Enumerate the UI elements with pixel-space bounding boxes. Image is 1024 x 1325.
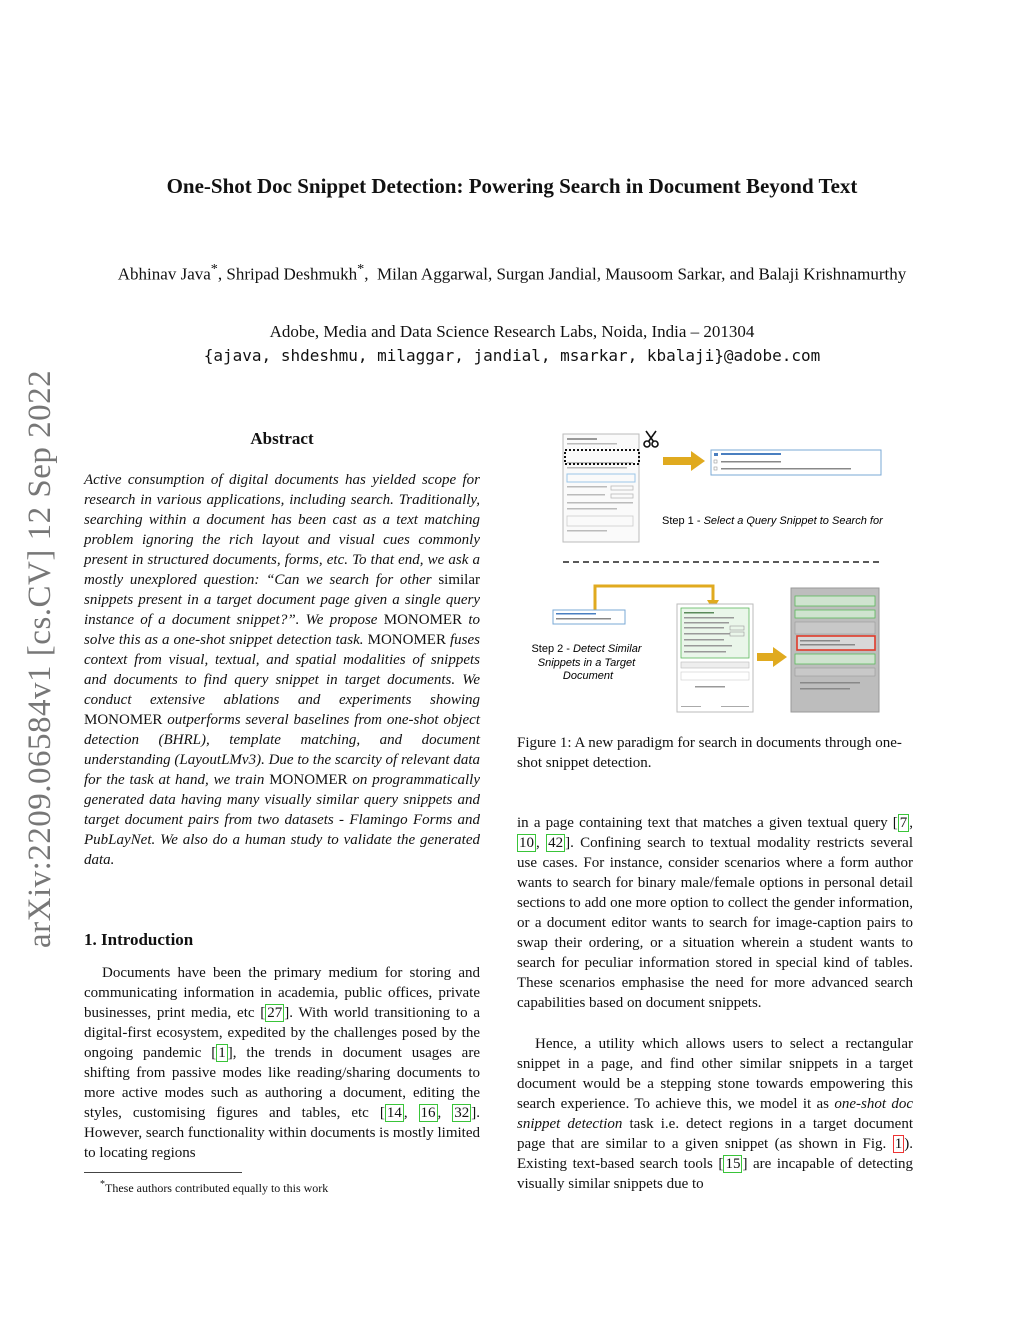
scissors-icon: [644, 431, 658, 447]
figure-1-caption: Figure 1: A new paradigm for search in documents through one-shot snippet detection.: [517, 735, 902, 771]
right-column-paragraph-1: in a page containing text that matches a given textual query [ 7 , 10 , 42 ]. Confining search to textual modality restricts several use cases. For instance, consider scenarios where a form author wants to search for binary male/female options in personal detail sections to add one more option to collect the gender information, or a document editor wants to search for image-caption pairs to swap their ordering, or a situation wherein a student wants to search for peculiar information stored in special kind of tables. These scenarios emphasise the need for more advanced search capabilities based on document snippets.: [517, 815, 914, 1011]
author-list: Abhinav Java*, Shripad Deshmukh*, Milan Aggarwal, Surgan Jandial, Mausoom Sarkar, and Balaji Krishnamurthy: [117, 261, 907, 284]
citation-link[interactable]: 14: [386, 1105, 402, 1121]
abstract-body: Active consumption of digital documents has yielded scope for research in various applications, including search. Traditionally, searching within a document has been cast as a text matching problem ignoring the rich layout and visual cues commonly present in structured documents, forms, etc. To that end, we ask a mostly unexplored question: “Can we search for other similar snippets present in a target document page given a single query instance of a document snippet?”. We propose MONOMER to solve this as a one-shot snippet detection task. MONOMER fuses context from visual, textual, and spatial modalities of snippets and documents to find query snippet in target documents. We conduct extensive ablations and experiments showing MONOMER outperforms several baselines from one-shot object detection (BHRL), template matching, and document understanding (LayoutLMv3). Due to the scarcity of relevant data for the task at hand, we train MONOMER on programmatically generated data having many visually similar query snippets and target document pairs from two datasets - Flamingo Forms and PubLayNet. We also do a human study to validate the generated data.: [84, 472, 481, 868]
step1-label: Step 1 - Select a Query Snippet to Search for: [662, 515, 883, 527]
query-snippet-image: [711, 450, 881, 475]
equal-contrib-marker: *: [357, 261, 365, 277]
paper-title: One-Shot Doc Snippet Detection: Powering Search in Document Beyond Text: [166, 174, 858, 198]
author-1: Abhinav Java: [117, 264, 211, 284]
figure-reference-link[interactable]: 1: [894, 1136, 903, 1152]
footnote: *These authors contributed equally to this work: [100, 1179, 329, 1195]
citation-link[interactable]: 16: [420, 1105, 436, 1121]
step1-arrow: [663, 451, 705, 471]
affiliation: Adobe, Media and Data Science Research Labs, Noida, India – 201304: [269, 322, 755, 341]
author-rest: Milan Aggarwal, Surgan Jandial, Mausoom Sarkar, and Balaji Krishnamurthy: [377, 264, 907, 284]
citation-link[interactable]: 15: [725, 1156, 741, 1172]
citation-link[interactable]: 32: [454, 1105, 470, 1121]
citation-link[interactable]: 27: [267, 1005, 283, 1021]
figure-1: [531, 424, 890, 724]
footnote-rule: [84, 1172, 242, 1173]
citation-link[interactable]: 7: [899, 815, 908, 831]
citation-link[interactable]: 1: [218, 1045, 226, 1061]
equal-contrib-marker: *: [210, 261, 218, 277]
step2-query-snippet: [553, 610, 625, 624]
author-emails: {ajava, shdeshmu, milaggar, jandial, msarkar, kbalaji}@adobe.com: [203, 346, 821, 365]
author-2: Shripad Deshmukh: [226, 264, 358, 284]
abstract-heading: Abstract: [250, 429, 314, 448]
step2-label: Step 2 - Detect Similar Snippets in a Target Document: [531, 643, 642, 682]
arxiv-identifier: arXiv:2209.06584v1 [cs.CV] 12 Sep 2022: [22, 369, 58, 948]
intro-paragraph: Documents have been the primary medium for storing and communicating information in academia, public offices, private businesses, print media, etc [ 27 ]. With world transitioning to a digital-first ecosystem, expedited by the challenges posed by the ongoing pandemic [ 1 ], the trends in document usages are shifting from passive modes like reading/sharing documents to more active modes such as authoring a document, editing the styles, customising figures and tables, etc [ 14 , 16 , 32 ]. However, search functionality within documents is mostly limited to locating regions: [84, 965, 481, 1161]
step2-arrow: [757, 647, 787, 667]
detected-snippet-highlight: [797, 636, 875, 650]
right-column-paragraph-2: Hence, a utility which allows users to select a rectangular snippet in a page, and find other similar snippets in a target document would be a stepping stone towards empowering this search experience. To achieve this, we model it as one-shot doc snippet detection task i.e. detect regions in a target document page that are similar to a given snippet (as shown in Fig. 1 ). Existing text-based search tools [ 15 ] are incapable of detecting visually similar snippets due to: [517, 1036, 913, 1192]
citation-link[interactable]: 10: [519, 835, 534, 851]
target-document-thumbnail: [677, 604, 753, 712]
result-document-thumbnail: [791, 588, 879, 712]
citation-link[interactable]: 42: [548, 835, 564, 851]
intro-heading: 1. Introduction: [84, 930, 194, 949]
